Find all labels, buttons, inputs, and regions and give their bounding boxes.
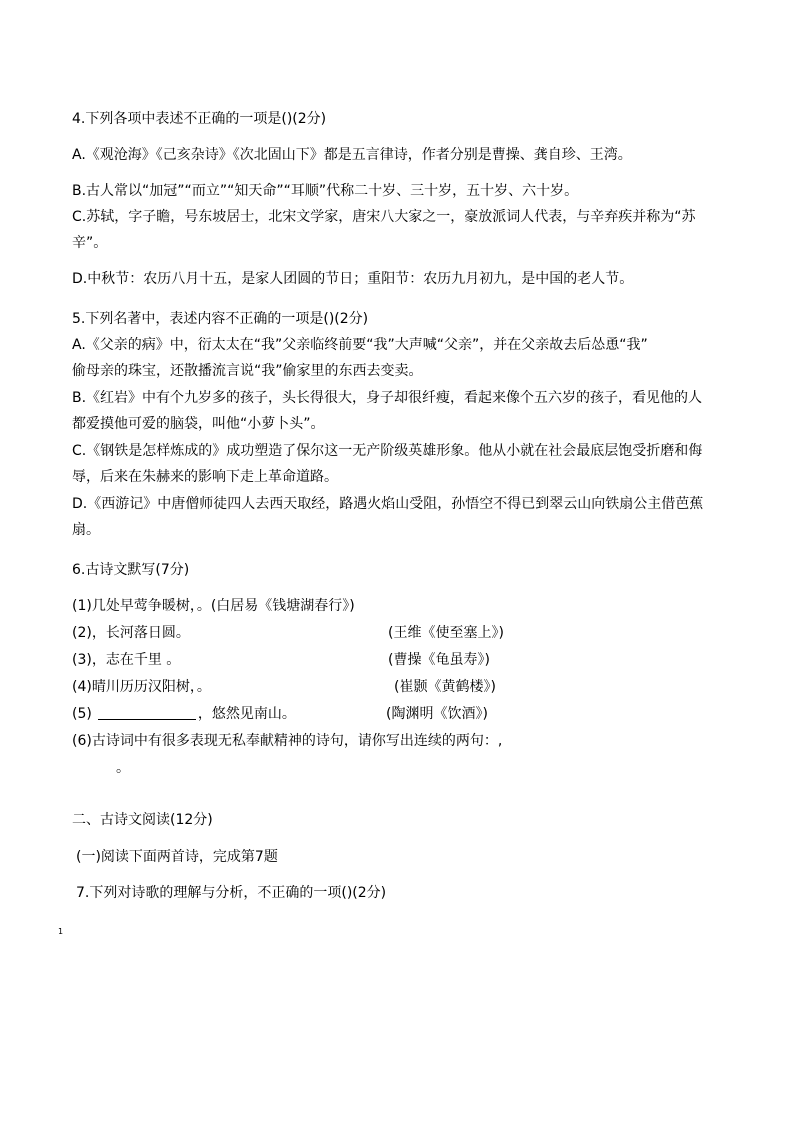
question-6-item-5-text: ，悠然见南山。 (197, 706, 296, 722)
question-5-option-d-line2: 扇。 (72, 522, 100, 538)
question-6-item-5-source: (陶渊明《饮酒》) (386, 706, 488, 722)
question-6-item-6: (6)古诗词中有很多表现无私奉献精神的诗句，请你写出连续的两句：, (72, 733, 503, 749)
question-6-item-4-source: (崔颢《黄鹤楼》) (394, 679, 496, 695)
question-7-title: 7.下列对诗歌的理解与分析，不正确的一项()(2分) (76, 885, 387, 901)
question-6-item-6-end: 。 (116, 760, 130, 776)
question-5-option-b-line2: 都爱摸他可爱的脑袋，叫他“小萝卜头”。 (72, 416, 325, 432)
question-6-item-3-source: (曹操《龟虽寿》) (388, 652, 490, 668)
question-6-item-2-source: (王维《使至塞上》) (388, 625, 504, 641)
question-4-option-a: A.《观沧海》《己亥杂诗》《次北固山下》都是五言律诗，作者分别是曹操、龚自珍、王湾。 (72, 147, 632, 163)
question-5-option-c-line1: C.《钢铁是怎样炼成的》成功塑造了保尔这一无产阶级英雄形象。他从小就在社会最底层饱受折磨和侮 (72, 443, 703, 459)
question-4-option-d: D.中秋节：农历八月十五，是家人团圆的节日；重阳节：农历九月初九，是中国的老人节。 (72, 271, 634, 287)
section-2-subtitle: (一)阅读下面两首诗，完成第7题 (76, 849, 278, 865)
page-number: 1 (58, 927, 64, 936)
question-5-option-a-line2: 偷母亲的珠宝，还散播流言说“我”偷家里的东西去变卖。 (72, 363, 423, 379)
question-5-title: 5.下列名著中，表述内容不正确的一项是()(2分) (72, 311, 369, 327)
question-6-item-1: (1)几处早莺争暖树，。(白居易《钱塘湖春行》) (72, 598, 355, 614)
question-6-item-3: (3)，志在千里 。 (72, 652, 181, 668)
question-5-option-a-line1: A.《父亲的病》中，衍太太在“我”父亲临终前要“我”大声喊“父亲”，并在父亲故去后怂恿“我” (72, 337, 648, 353)
question-4-title: 4.下列各项中表述不正确的一项是()(2分) (72, 111, 327, 127)
question-4-option-c-line2: 辛”。 (72, 235, 108, 251)
section-2-title: 二、古诗文阅读(12分) (72, 812, 213, 828)
question-6-item-2: (2)，长河落日圆。 (72, 625, 190, 641)
answer-blank (98, 705, 196, 720)
question-4-option-c-line1: C.苏轼，字子瞻，号东坡居士，北宋文学家，唐宋八大家之一，豪放派词人代表，与辛弃疾并称为“苏 (72, 209, 696, 225)
question-5-option-d-line1: D.《西游记》中唐僧师徒四人去西天取经，路遇火焰山受阻，孙悟空不得已到翠云山向铁扇公主借芭蕉 (72, 496, 704, 512)
question-6-item-5-number: (5) (72, 706, 92, 722)
question-6-item-4: (4)晴川历历汉阳树，。 (72, 679, 211, 695)
question-5-option-b-line1: B.《红岩》中有个九岁多的孩子，头长得很大，身子却很纤瘦，看起来像个五六岁的孩子，看见他的人 (72, 390, 703, 406)
question-4-option-b: B.古人常以“加冠”“而立”“知天命”“耳顺”代称二十岁、三十岁，五十岁、六十岁。 (72, 183, 579, 199)
question-5-option-c-line2: 辱，后来在朱赫来的影响下走上革命道路。 (72, 469, 338, 485)
question-6-title: 6.古诗文默写(7分) (72, 562, 190, 578)
